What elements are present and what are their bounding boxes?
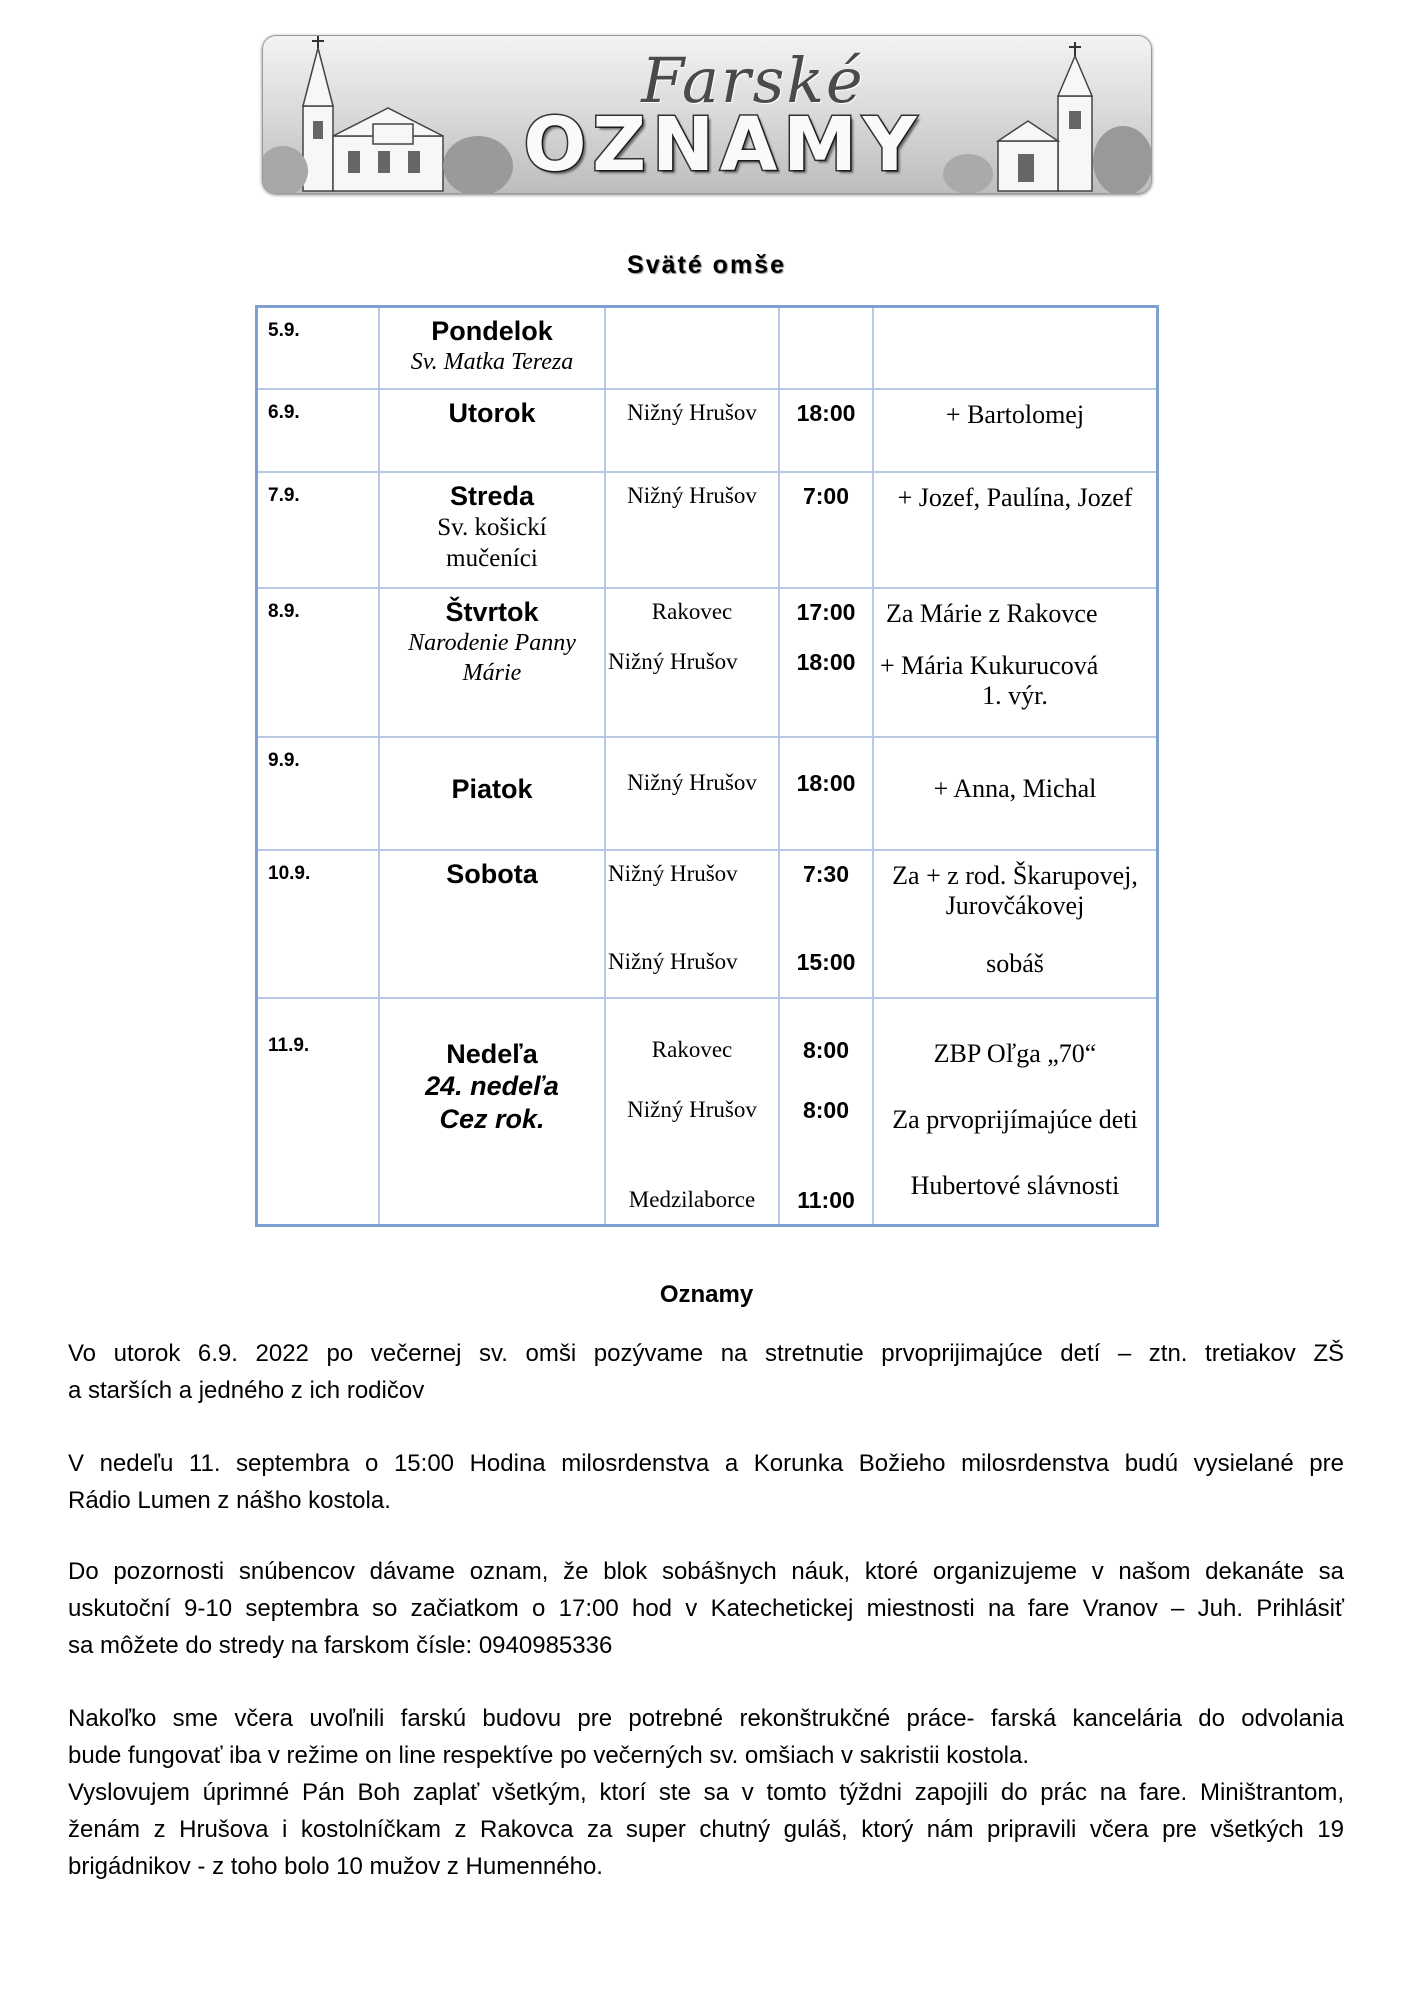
row-time: 7:00 xyxy=(779,472,873,588)
row-day xyxy=(379,389,605,472)
table-row xyxy=(257,307,1158,389)
day-note: 24. nedeľa xyxy=(425,1070,559,1101)
table-row xyxy=(257,389,1158,472)
row-date: 8.9. xyxy=(257,588,380,737)
row-intention xyxy=(873,588,1158,737)
place-1: Rakovec xyxy=(651,1036,733,1062)
row-date: 5.9. xyxy=(257,307,380,389)
notice-line: Rádio Lumen z nášho kostola. xyxy=(68,1487,391,1514)
intention-2: + Mária Kukurucová xyxy=(880,650,1099,680)
table-row xyxy=(257,850,1158,998)
row-intention xyxy=(873,307,1158,389)
row-intention xyxy=(873,850,1158,998)
time-2: 15:00 xyxy=(796,948,856,975)
place-1: Rakovec xyxy=(651,598,733,624)
notice-line: ženám z Hrušova i kostolníčkam z Rakovca za super chutný guláš, ktorý nám pripravili včera pre všetkých 19 xyxy=(68,1816,1344,1843)
day-name: Utorok xyxy=(448,397,536,428)
row-intention: + Anna, Michal xyxy=(873,737,1158,850)
time-1: 17:00 xyxy=(796,598,856,625)
row-day xyxy=(379,737,605,850)
row-day xyxy=(379,998,605,1226)
day-note: mučeníci xyxy=(446,544,538,572)
notice-line: uskutoční 9-10 septembra so začiatkom o 17:00 hod v Katechetickej miestnosti na fare Vranov – Juh. Prihlásiť xyxy=(68,1595,1344,1622)
table-row xyxy=(257,737,1158,850)
notice-paragraph xyxy=(68,1553,1344,1664)
notice-line: Vo utorok 6.9. 2022 po večernej sv. omši pozývame na stretnutie prvoprijimajúce detí – ztn. tretiakov ZŠ xyxy=(68,1340,1344,1367)
row-time xyxy=(779,850,873,998)
intention-3: Hubertové slávnosti xyxy=(910,1170,1120,1200)
notice-line: a starších a jedného z ich rodičov xyxy=(68,1377,425,1404)
intention-2: sobáš xyxy=(986,948,1044,978)
row-place: Nižný Hrušov xyxy=(605,389,779,472)
header-banner xyxy=(262,35,1152,194)
day-name: Nedeľa xyxy=(446,1038,538,1069)
notice-line: V nedeľu 11. septembra o 15:00 Hodina milosrdenstva a Korunka Božieho milosrdenstva budú vysielané pre xyxy=(68,1450,1344,1477)
row-date: 9.9. xyxy=(257,737,380,850)
row-place xyxy=(605,588,779,737)
row-intention: + Bartolomej xyxy=(873,389,1158,472)
day-note: Cez rok. xyxy=(439,1104,545,1135)
table-row xyxy=(257,998,1158,1226)
place-1: Nižný Hrušov xyxy=(608,860,738,886)
row-place: Nižný Hrušov xyxy=(605,737,779,850)
row-time xyxy=(779,588,873,737)
row-date: 6.9. xyxy=(257,389,380,472)
notice-line: sa môžete do stredy na farskom čísle: 0940985336 xyxy=(68,1632,613,1659)
section-title: Sväté omše xyxy=(627,251,786,279)
day-name: Streda xyxy=(449,480,535,511)
time-2: 18:00 xyxy=(796,648,856,675)
day-name: Piatok xyxy=(451,773,533,804)
notice-line: Nakoľko sme včera uvoľnili farskú budovu pre potrebné rekonštrukčné práce- farská kancelária do odvolania xyxy=(68,1705,1344,1732)
row-date: 11.9. xyxy=(257,998,380,1226)
day-note: Márie xyxy=(462,659,522,686)
intention-2: Za prvoprijímajúce deti xyxy=(892,1104,1138,1134)
place-2: Nižný Hrušov xyxy=(608,948,738,974)
row-time xyxy=(779,998,873,1226)
row-day xyxy=(379,307,605,389)
table-row xyxy=(257,588,1158,737)
time-3: 11:00 xyxy=(797,1186,855,1213)
row-place xyxy=(605,850,779,998)
notice-line: Vyslovujem úprimné Pán Boh zaplať všetkým, ktorí ste sa v tomto týždni zapojili do prác na fare. Miništrantom, xyxy=(68,1779,1344,1806)
row-time xyxy=(779,307,873,389)
row-date: 10.9. xyxy=(257,850,380,998)
time-1: 7:30 xyxy=(802,860,850,887)
row-date: 7.9. xyxy=(257,472,380,588)
row-place xyxy=(605,998,779,1226)
time-1: 8:00 xyxy=(802,1036,850,1063)
intention-1: ZBP Oľga „70“ xyxy=(933,1038,1097,1068)
table-row xyxy=(257,472,1158,588)
row-day xyxy=(379,588,605,737)
row-time: 18:00 xyxy=(779,737,873,850)
notices-title: Oznamy xyxy=(659,1281,754,1308)
row-intention xyxy=(873,998,1158,1226)
row-place: Nižný Hrušov xyxy=(605,472,779,588)
intention-1-cont: Jurovčákovej xyxy=(945,890,1085,920)
day-name: Štvrtok xyxy=(445,596,539,627)
notice-paragraph xyxy=(68,1445,1344,1519)
banner-title-script: Farské xyxy=(641,44,865,117)
row-time: 18:00 xyxy=(779,389,873,472)
row-day xyxy=(379,472,605,588)
day-note: Sv. Matka Tereza xyxy=(410,349,574,375)
place-2: Nižný Hrušov xyxy=(608,648,738,674)
intention-1: Za + z rod. Škarupovej, xyxy=(892,860,1138,890)
row-day xyxy=(379,850,605,998)
time-2: 8:00 xyxy=(802,1096,850,1123)
notice-line: Do pozornosti snúbencov dávame oznam, že blok sobášnych náuk, ktoré organizujeme v našom dekanáte sa xyxy=(68,1558,1344,1585)
intention-2-note: 1. výr. xyxy=(982,680,1048,710)
day-name: Sobota xyxy=(446,858,538,889)
notice-line: brigádnikov - z toho bolo 10 mužov z Humenného. xyxy=(68,1853,603,1880)
day-note: Narodenie Panny xyxy=(408,629,576,656)
notice-paragraph xyxy=(68,1335,1344,1409)
row-place xyxy=(605,307,779,389)
banner-title-block: OZNAMY xyxy=(523,102,923,188)
day-note: Sv. košickí xyxy=(437,513,547,541)
notice-paragraph xyxy=(68,1700,1344,1885)
mass-schedule-table xyxy=(255,305,1159,1227)
place-2: Nižný Hrušov xyxy=(627,1096,757,1122)
place-3: Medzilaborce xyxy=(628,1186,756,1212)
day-name: Pondelok xyxy=(431,316,553,346)
row-intention: + Jozef, Paulína, Jozef xyxy=(873,472,1158,588)
notice-line: bude fungovať iba v režime on line respektíve po večerných sv. omšiach v sakristii kostola. xyxy=(68,1742,1030,1769)
intention-1: Za Márie z Rakovce xyxy=(886,598,1098,628)
